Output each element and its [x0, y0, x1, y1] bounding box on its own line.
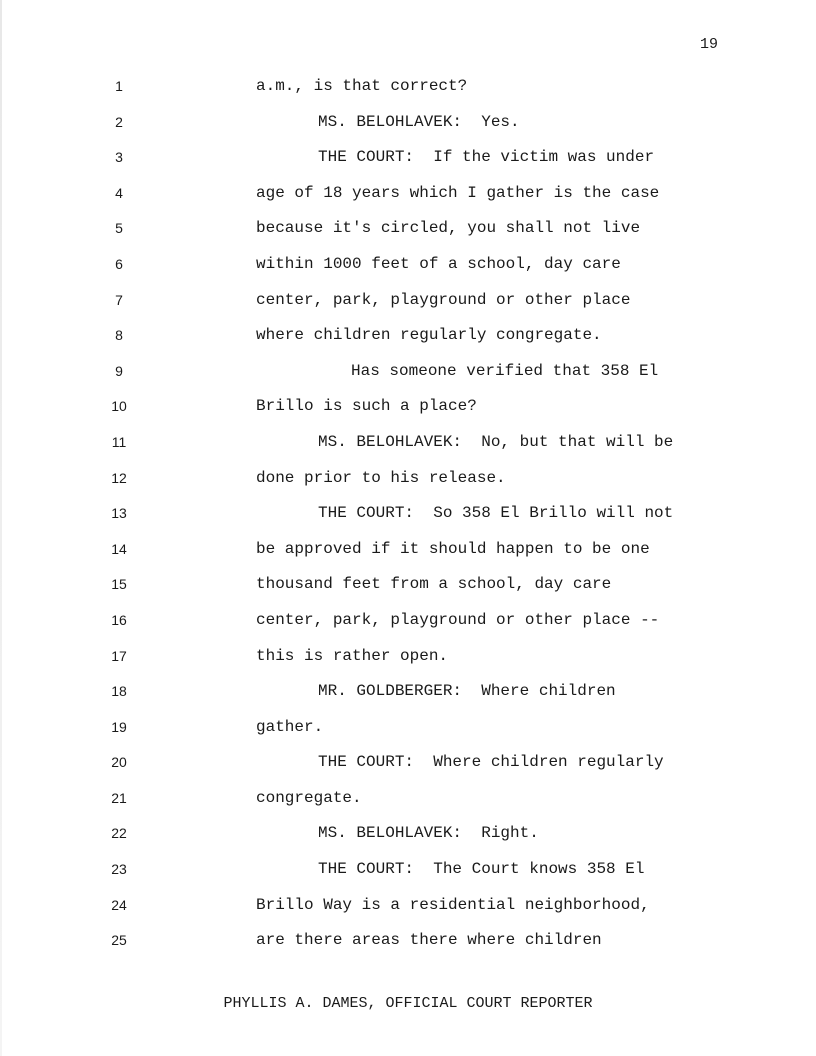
transcript-text [256, 73, 796, 963]
line-number: 2 [115, 113, 123, 130]
transcript-line: are there areas there where children [256, 931, 602, 950]
line-number: 10 [111, 398, 127, 415]
transcript-line: MR. GOLDBERGER: Where children [318, 682, 616, 701]
transcript-line: where children regularly congregate. [256, 326, 602, 345]
line-number: 1 [115, 78, 123, 94]
line-number-column [104, 73, 134, 963]
line-number: 5 [115, 220, 123, 237]
transcript-line: MS. BELOHLAVEK: Yes. [318, 112, 520, 131]
transcript-line: Brillo Way is a residential neighborhood, [256, 895, 650, 914]
transcript-line: done prior to his release. [256, 468, 506, 487]
transcript-line: MS. BELOHLAVEK: No, but that will be [318, 432, 674, 451]
transcript-line: age of 18 years which I gather is the case [256, 183, 660, 202]
line-number: 23 [111, 861, 127, 878]
transcript-line: gather. [256, 717, 324, 736]
transcript-line: thousand feet from a school, day care [256, 575, 612, 594]
transcript-line: THE COURT: If the victim was under [318, 148, 655, 167]
line-number: 15 [111, 576, 127, 593]
line-number: 24 [111, 896, 127, 913]
line-number: 17 [111, 647, 127, 664]
transcript-line: because it's circled, you shall not live [256, 219, 641, 238]
line-number: 13 [111, 505, 127, 522]
line-number: 6 [115, 255, 123, 272]
transcript-line: center, park, playground or other place -- [256, 610, 660, 629]
transcript-line: congregate. [256, 788, 362, 807]
line-number: 11 [111, 433, 127, 450]
transcript-line: Has someone verified that 358 El [351, 361, 659, 380]
line-number: 16 [111, 611, 127, 628]
transcript-line: within 1000 feet of a school, day care [256, 254, 621, 273]
line-number: 21 [111, 789, 127, 806]
transcript-line: THE COURT: The Court knows 358 El [318, 860, 645, 879]
page-number: 19 [700, 36, 719, 53]
line-number: 4 [115, 184, 123, 201]
line-number: 19 [111, 718, 127, 735]
line-number: 7 [115, 291, 123, 308]
line-number: 25 [111, 932, 127, 949]
transcript-line: MS. BELOHLAVEK: Right. [318, 824, 539, 843]
transcript-line: Brillo is such a place? [256, 397, 477, 416]
line-number: 3 [115, 149, 123, 166]
line-number: 8 [115, 327, 123, 344]
transcript-line: THE COURT: Where children regularly [318, 753, 664, 772]
line-number: 22 [111, 825, 127, 842]
transcript-line: this is rather open. [256, 646, 449, 665]
transcript-line: THE COURT: So 358 El Brillo will not [318, 504, 674, 523]
page-edge [0, 0, 2, 1056]
transcript-line: a.m., is that correct? [256, 77, 468, 95]
court-reporter-footer: PHYLLIS A. DAMES, OFFICIAL COURT REPORTER [223, 995, 593, 1012]
line-number: 9 [115, 362, 123, 379]
line-number: 12 [111, 469, 127, 486]
line-number: 18 [111, 683, 127, 700]
transcript-line: be approved if it should happen to be one [256, 539, 650, 558]
line-number: 14 [111, 540, 127, 557]
line-number: 20 [111, 754, 127, 771]
transcript-line: center, park, playground or other place [256, 290, 631, 309]
